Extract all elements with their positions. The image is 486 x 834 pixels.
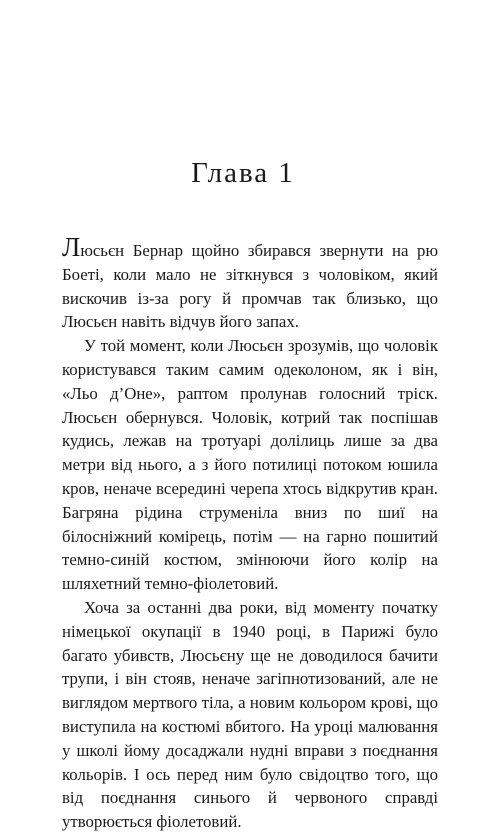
paragraph-2: У той момент, коли Люсьєн зрозумів, що чоловік користувався таким самим одеколоном, як і він, «Льо д’Оне», раптом пролунав голосний тріск. Люсьєн обернувся. Чоловік, котрий так поспішав кудись, лежав на тротуарі долілиць лише за два метри від нього, а з його потилиці потоком юшила кров, неначе всередині черепа хтось відкрутив кран. Багряна рідина струменіла вниз по шиї на білосніжний комірець, потім — на гарно пошитий темно-синій костюм, змінюючи його колір на шляхетний темно-фіолетовий. bbox=[62, 336, 438, 594]
paragraph-1 bbox=[62, 232, 438, 334]
chapter-title: Глава 1 bbox=[191, 157, 295, 189]
chapter-body bbox=[62, 232, 438, 834]
paragraph-1-text: юсьєн Бернар щойно збирався звернути на рю Боеті, коли мало не зіткнувся з чоловіком, який вискочив із-за рогу й промчав так близько, що Люсьєн навіть відчув його запах. bbox=[62, 241, 438, 332]
drop-cap: Л bbox=[62, 232, 81, 262]
paragraph-3: Хоча за останні два роки, від моменту початку німецької окупації в 1940 році, в Парижі було багато убивств, Люсьєну ще не доводилося бачити трупи, і він стояв, неначе загіпнотизований, але не виглядом мертвого тіла, а новим кольором крові, що виступила на костюмі вбитого. На уроці малювання у школі йому досаджали нудні вправи з поєднання кольорів. І ось перед ним було свідоцтво того, що від поєднання синього й червоного справді утворюється фіолетовий. bbox=[62, 597, 438, 832]
